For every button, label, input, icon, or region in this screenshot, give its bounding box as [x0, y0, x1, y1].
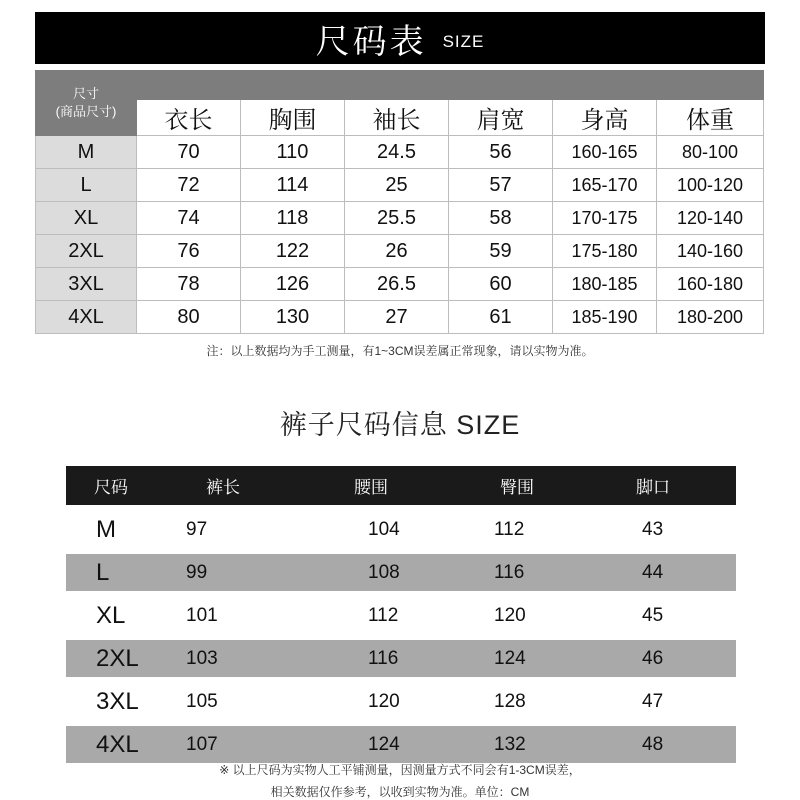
table-row — [36, 268, 764, 301]
table-cell: 120-140 — [657, 202, 764, 235]
table-cell: 76 — [137, 235, 241, 268]
table-cell: 27 — [345, 301, 449, 334]
size-label: L — [36, 169, 137, 202]
top-table-gray-bar — [36, 71, 764, 100]
table-cell: 112 — [494, 518, 525, 540]
top-table-note: 注：以上数据均为手工测量，有1~3CM误差属正常现象，请以实物为准。 — [206, 344, 594, 358]
banner-title: 尺码表 — [315, 22, 427, 61]
table-cell: 118 — [241, 202, 345, 235]
table-row — [36, 235, 764, 268]
pants-header-row — [66, 466, 736, 505]
table-row — [66, 511, 736, 548]
table-row — [66, 597, 736, 634]
size-label: 4XL — [66, 726, 178, 763]
table-cell: 74 — [137, 202, 241, 235]
size-chart-banner — [35, 12, 765, 64]
table-cell: 25 — [345, 169, 449, 202]
size-column-header — [36, 71, 137, 136]
header-sleeve: 袖长 — [345, 100, 449, 136]
table-cell: 124 — [472, 640, 608, 677]
table-cell: 116 — [472, 554, 608, 591]
table-cell: 112 — [368, 604, 399, 626]
header-shoulder: 肩宽 — [449, 100, 553, 136]
table-cell: 120 — [494, 604, 526, 626]
header-length: 衣长 — [137, 100, 241, 136]
table-cell: 43 — [642, 518, 664, 540]
table-cell: 132 — [472, 726, 608, 763]
table-cell: 58 — [449, 202, 553, 235]
table-cell: 128 — [494, 690, 526, 712]
table-cell: 130 — [241, 301, 345, 334]
table-cell: 160-165 — [553, 136, 657, 169]
table-row — [66, 726, 736, 763]
table-cell: 47 — [642, 690, 664, 712]
table-cell: 59 — [449, 235, 553, 268]
table-cell: 160-180 — [657, 268, 764, 301]
table-cell: 140-160 — [657, 235, 764, 268]
table-cell: 70 — [137, 136, 241, 169]
table-cell: 26 — [345, 235, 449, 268]
table-cell: 60 — [449, 268, 553, 301]
table-cell: 126 — [241, 268, 345, 301]
table-row — [36, 202, 764, 235]
size-label: 2XL — [66, 640, 178, 677]
pants-header-size: 尺码 — [66, 466, 178, 505]
table-cell: 80 — [137, 301, 241, 334]
header-weight: 体重 — [657, 100, 764, 136]
table-cell: 120 — [368, 690, 400, 712]
table-cell: 101 — [186, 604, 218, 626]
size-label: L — [66, 554, 178, 591]
corner-label-line2: (商品尺寸) — [55, 104, 117, 119]
size-label: XL — [96, 601, 126, 629]
table-cell: 44 — [608, 554, 736, 591]
table-cell: 104 — [368, 518, 400, 540]
table-cell: 45 — [642, 604, 664, 626]
table-cell: 165-170 — [553, 169, 657, 202]
pants-header-hip: 臀围 — [472, 466, 608, 505]
size-label: 3XL — [96, 687, 139, 715]
size-label: 2XL — [36, 235, 137, 268]
table-cell: 97 — [186, 518, 208, 540]
table-cell: 72 — [137, 169, 241, 202]
header-chest: 胸围 — [241, 100, 345, 136]
top-size-table — [35, 70, 764, 334]
pants-section-title: 裤子尺码信息 SIZE — [279, 410, 521, 440]
pants-header-leg-opening: 脚口 — [608, 466, 736, 505]
table-row — [36, 301, 764, 334]
table-cell: 108 — [326, 554, 472, 591]
table-cell: 57 — [449, 169, 553, 202]
table-cell: 110 — [241, 136, 345, 169]
table-cell: 78 — [137, 268, 241, 301]
pants-header-waist: 腰围 — [326, 466, 472, 505]
banner-subtitle: SIZE — [442, 32, 485, 51]
size-label: M — [36, 136, 137, 169]
top-table-header-row — [36, 100, 764, 136]
table-row — [66, 554, 736, 591]
table-cell: 122 — [241, 235, 345, 268]
table-cell: 25.5 — [345, 202, 449, 235]
table-cell: 105 — [186, 690, 218, 712]
size-label: M — [96, 515, 116, 543]
table-cell: 185-190 — [553, 301, 657, 334]
table-cell: 46 — [608, 640, 736, 677]
table-row — [66, 683, 736, 720]
table-cell: 116 — [326, 640, 472, 677]
table-cell: 24.5 — [345, 136, 449, 169]
table-cell: 100-120 — [657, 169, 764, 202]
table-cell: 175-180 — [553, 235, 657, 268]
table-cell: 103 — [178, 640, 326, 677]
pants-size-table — [66, 466, 736, 763]
table-cell: 48 — [608, 726, 736, 763]
table-row — [36, 136, 764, 169]
pants-header-length: 裤长 — [178, 466, 326, 505]
pants-note-line2: 相关数据仅作参考，以收到实物为准。单位：CM — [270, 785, 530, 799]
table-cell: 114 — [241, 169, 345, 202]
corner-label-line1: 尺寸 — [72, 86, 99, 101]
table-row — [36, 169, 764, 202]
table-cell: 26.5 — [345, 268, 449, 301]
size-label: 3XL — [36, 268, 137, 301]
table-cell: 99 — [178, 554, 326, 591]
size-label: XL — [36, 202, 137, 235]
table-cell: 180-200 — [657, 301, 764, 334]
header-height: 身高 — [553, 100, 657, 136]
table-cell: 180-185 — [553, 268, 657, 301]
table-cell: 124 — [326, 726, 472, 763]
table-cell: 61 — [449, 301, 553, 334]
table-cell: 56 — [449, 136, 553, 169]
table-row — [66, 640, 736, 677]
pants-note-line1: ※ 以上尺码为实物人工平铺测量，因测量方式不同会有1-3CM误差， — [219, 763, 581, 777]
table-cell: 80-100 — [657, 136, 764, 169]
table-cell: 107 — [178, 726, 326, 763]
table-cell: 170-175 — [553, 202, 657, 235]
size-label: 4XL — [36, 301, 137, 334]
